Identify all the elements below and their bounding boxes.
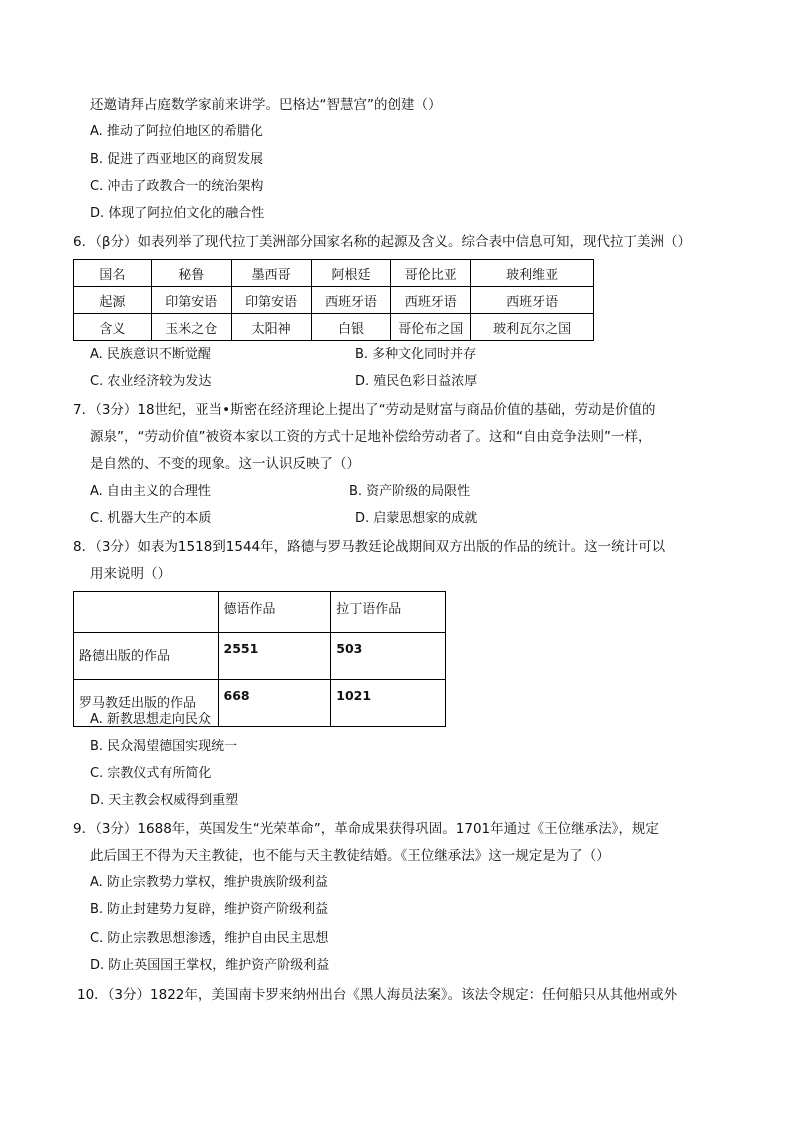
table-cell: 668 bbox=[218, 680, 331, 727]
q9-stem-line-2: 此后国王不得为天主教徒，也不能与天主教徒结婚。《王位继承法》这一规定是为了（） bbox=[90, 848, 610, 864]
q5-option-b[interactable]: B. 促进了西亚地区的商贸发展 bbox=[90, 152, 264, 167]
table-cell: 西班牙语 bbox=[311, 287, 391, 314]
table-cell: 拉丁语作品 bbox=[331, 592, 446, 633]
q9-option-c[interactable]: C. 防止宗教思想渗透，维护自由民主思想 bbox=[90, 931, 329, 946]
q7-stem-line-3: 是自然的、不变的现象。这一认识反映了（） bbox=[90, 456, 360, 472]
q8-table bbox=[73, 591, 446, 727]
table-cell: 玉米之仓 bbox=[151, 314, 231, 341]
table-row bbox=[74, 287, 594, 314]
q8-option-c[interactable]: C. 宗教仪式有所简化 bbox=[90, 766, 212, 781]
table-cell: 白银 bbox=[311, 314, 391, 341]
table-cell: 秘鲁 bbox=[151, 260, 231, 287]
table-cell: 西班牙语 bbox=[471, 287, 594, 314]
q6-option-b[interactable]: B. 多种文化同时并存 bbox=[355, 347, 477, 362]
q7-option-b[interactable]: B. 资产阶级的局限性 bbox=[349, 484, 471, 499]
q6-stem: 6．（β分）如表列举了现代拉丁美洲部分国家名称的起源及含义。综合表中信息可知，现代拉丁美洲（） bbox=[73, 234, 691, 250]
table-cell: 起源 bbox=[74, 287, 152, 314]
table-cell: 罗马教廷出版的作品 bbox=[74, 680, 219, 727]
table-cell: 阿根廷 bbox=[311, 260, 391, 287]
q5-option-d[interactable]: D. 体现了阿拉伯文化的融合性 bbox=[90, 206, 265, 221]
q7-stem-line-2: 源泉”，“劳动价值”被资本家以工资的方式十足地补偿给劳动者了。这和“自由竞争法则”一样， bbox=[90, 429, 652, 445]
table-cell: 玻利维亚 bbox=[471, 260, 594, 287]
q9-option-d[interactable]: D. 防止英国国王掌权，维护资产阶级利益 bbox=[90, 958, 330, 973]
q9-option-b[interactable]: B. 防止封建势力复辟，维护资产阶级利益 bbox=[90, 902, 329, 917]
table-cell: 德语作品 bbox=[218, 592, 331, 633]
q7-stem-line-1: 7．（3分）18世纪，亚当•斯密在经济理论上提出了“劳动是财富与商品价值的基础，劳动是价值的 bbox=[73, 402, 656, 418]
q9-stem-line-1: 9．（3分）1688年，英国发生“光荣革命”，革命成果获得巩固。1701年通过《王位继承法》，规定 bbox=[73, 821, 659, 837]
q8-stem-line-2: 用来说明（） bbox=[90, 566, 171, 582]
q6-option-a[interactable]: A. 民族意识不断觉醒 bbox=[90, 347, 211, 362]
table-cell bbox=[74, 592, 219, 633]
table-cell: 哥伦布之国 bbox=[391, 314, 471, 341]
q10-stem-line: 10．（3分）1822年，美国南卡罗来纳州出台《黑人海员法案》。该法令规定：任何船只从其他州或外 bbox=[77, 987, 678, 1003]
table-row bbox=[74, 314, 594, 341]
q9-option-a[interactable]: A. 防止宗教势力掌权，维护贵族阶级利益 bbox=[90, 875, 328, 890]
table-cell: 印第安语 bbox=[231, 287, 311, 314]
table-cell: 哥伦比亚 bbox=[391, 260, 471, 287]
table-cell: 2551 bbox=[218, 633, 331, 680]
q6-table bbox=[73, 259, 594, 341]
q5-stem-line: 还邀请拜占庭数学家前来讲学。巴格达“智慧宫”的创建（） bbox=[90, 97, 442, 113]
table-cell: 西班牙语 bbox=[391, 287, 471, 314]
table-row bbox=[74, 260, 594, 287]
q6-option-c[interactable]: C. 农业经济较为发达 bbox=[90, 374, 212, 389]
table-cell: 太阳神 bbox=[231, 314, 311, 341]
q7-option-a[interactable]: A. 自由主义的合理性 bbox=[90, 484, 211, 499]
table-cell: 路德出版的作品 bbox=[74, 633, 219, 680]
table-cell: 1021 bbox=[331, 680, 446, 727]
table-row bbox=[74, 633, 446, 680]
q8-stem-line-1: 8．（3分）如表为1518到1544年，路德与罗马教廷论战期间双方出版的作品的统计。这一统计可以 bbox=[73, 539, 666, 555]
q7-option-c[interactable]: C. 机器大生产的本质 bbox=[90, 511, 212, 526]
q8-option-b[interactable]: B. 民众渴望德国实现统一 bbox=[90, 739, 238, 754]
q5-option-a[interactable]: A. 推动了阿拉伯地区的希腊化 bbox=[90, 124, 263, 139]
table-cell: 含义 bbox=[74, 314, 152, 341]
q7-option-d[interactable]: D. 启蒙思想家的成就 bbox=[355, 511, 478, 526]
table-cell: 503 bbox=[331, 633, 446, 680]
q8-option-a[interactable]: A. 新教思想走向民众 bbox=[90, 712, 211, 727]
table-cell: 玻利瓦尔之国 bbox=[471, 314, 594, 341]
q5-option-c[interactable]: C. 冲击了政教合一的统治架构 bbox=[90, 179, 264, 194]
table-cell: 印第安语 bbox=[151, 287, 231, 314]
table-cell: 墨西哥 bbox=[231, 260, 311, 287]
q6-option-d[interactable]: D. 殖民色彩日益浓厚 bbox=[355, 374, 478, 389]
q8-option-d[interactable]: D. 天主教会权威得到重塑 bbox=[90, 793, 239, 808]
table-cell: 国名 bbox=[74, 260, 152, 287]
table-row bbox=[74, 592, 446, 633]
